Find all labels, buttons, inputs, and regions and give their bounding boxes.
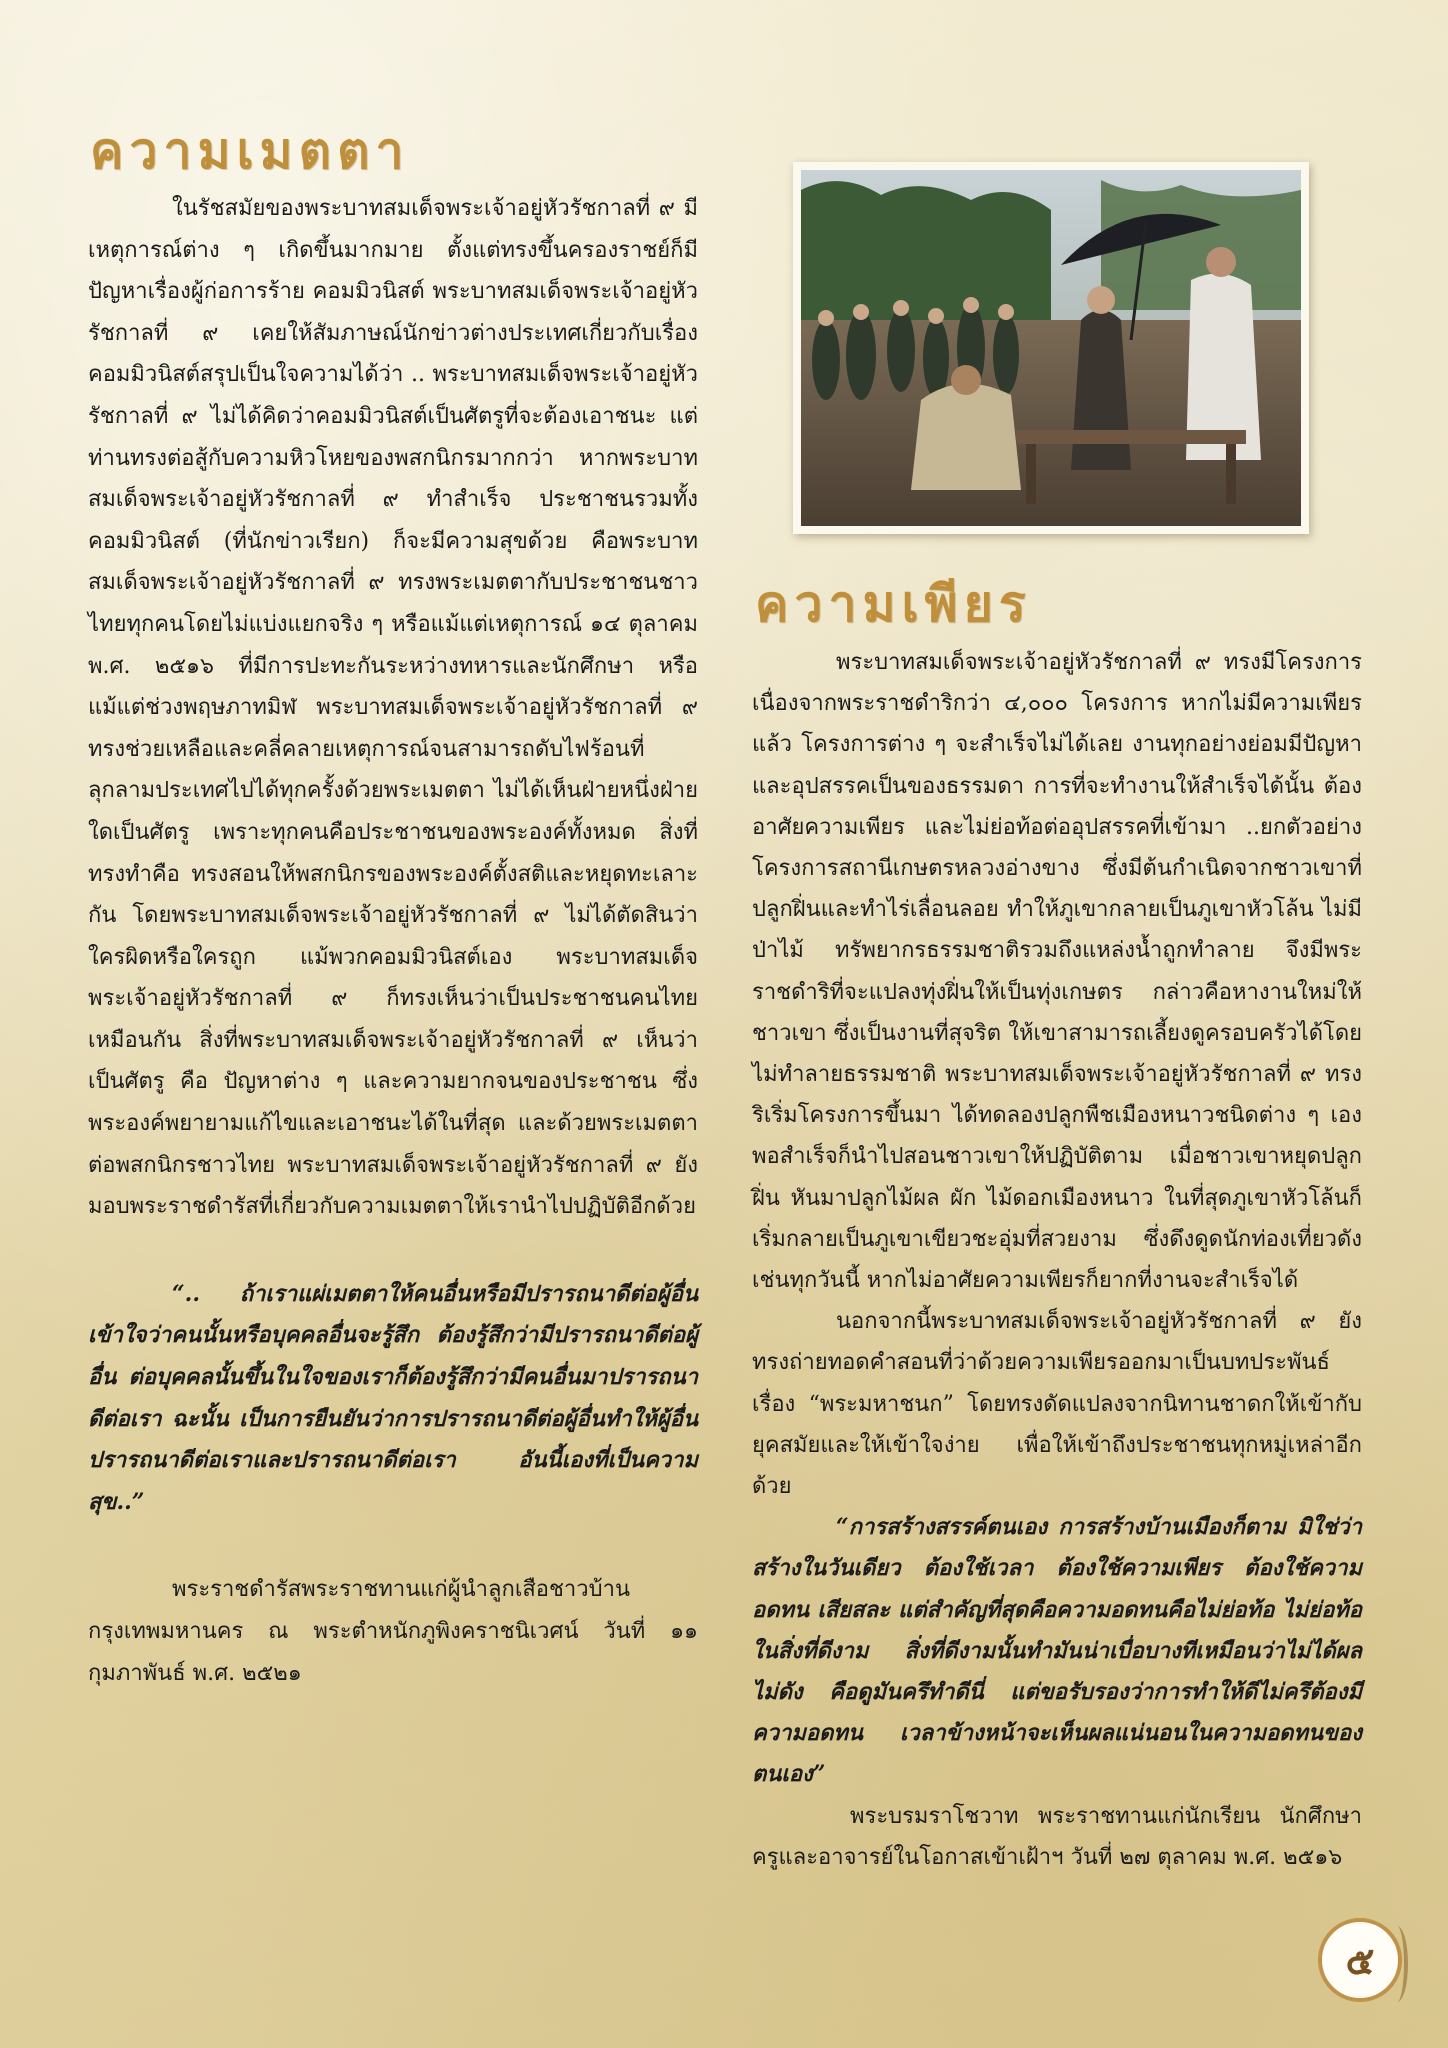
section-title-phian: ความเพียร	[755, 575, 1032, 633]
page-number-badge	[1318, 1918, 1402, 2002]
phian-royal-quote: “การสร้างสรรค์ตนเอง การสร้างบ้านเมืองก็ตาม มิใช่ว่าสร้างในวันเดียว ต้องใช้เวลา ต้องใช้ความเพียร ต้องใช้ความอดทน เสียสละ แต่สำคัญที่สุดคือความอดทนคือไม่ย่อท้อ ไม่ย่อท้อในสิ่งที่ดีงาม สิ่งที่ดีงามนั้นทำมันน่าเบื่อบางทีเหมือนว่าไม่ได้ผล ไม่ดัง คือดูมันครึทำดีนี่ แต่ขอรับรองว่าการทำให้ดีไม่ครึต้องมีความอดทน เวลาข้างหน้าจะเห็นผลแน่นอนในความอดทนของตนเอง”	[752, 1514, 1362, 1788]
metta-royal-quote: “.. ถ้าเราแผ่เมตตาให้คนอื่นหรือมีปรารถนาดีต่อผู้อื่น เข้าใจว่าคนนั้นหรือบุคคลอื่นจะรู้สึก ต้องรู้สึกว่ามีปรารถนาดีต่อผู้อื่น ต่อบุคคลนั้นขึ้นในใจของเราก็ต้องรู้สึกว่ามีคนอื่นมาปรารถนาดีต่อเรา ฉะนั้น เป็นการยืนยันว่าการปรารถนาดีต่อผู้อื่นทำให้ผู้อื่นปรารถนาดีต่อเราและปรารถนาดีต่อเรา อันนี้เองที่เป็นความสุข..”	[88, 1280, 698, 1515]
section-metta	[88, 188, 698, 1694]
phian-body-paragraph-1: พระบาทสมเด็จพระเจ้าอยู่หัวรัชกาลที่ ๙ ทรงมีโครงการเนื่องจากพระราชดำริกว่า ๔,๐๐๐ โครงการ หากไม่มีความเพียรแล้ว โครงการต่าง ๆ จะสำเร็จไม่ได้เลย งานทุกอย่างย่อมมีปัญหาและอุปสรรคเป็นของธรรมดา การที่จะทำงานให้สำเร็จได้นั้น ต้องอาศัยความเพียร และไม่ย่อท้อต่ออุปสรรคที่เข้ามา ..ยกตัวอย่างโครงการสถานีเกษตรหลวงอ่างขาง ซึ่งมีต้นกำเนิดจากชาวเขาที่ปลูกฝิ่นและทำไร่เลื่อนลอย ทำให้ภูเขากลายเป็นภูเขาหัวโล้น ไม่มีป่าไม้ ทรัพยากรธรรมชาติรวมถึงแหล่งน้ำถูกทำลาย จึงมีพระราชดำริที่จะแปลงทุ่งฝิ่นให้เป็นทุ่งเกษตร กล่าวคือหางานใหม่ให้ชาวเขา ซึ่งเป็นงานที่สุจริต ให้เขาสามารถเลี้ยงดูครอบครัวได้โดยไม่ทำลายธรรมชาติ พระบาทสมเด็จพระเจ้าอยู่หัวรัชกาลที่ ๙ ทรงริเริ่มโครงการขึ้นมา ได้ทดลองปลูกพืชเมืองหนาวชนิดต่าง ๆ เอง พอสำเร็จก็นำไปสอนชาวเขาให้ปฏิบัติตาม เมื่อชาวเขาหยุดปลูกฝิ่น หันมาปลูกไม้ผล ผัก ไม้ดอกเมืองหนาว ในที่สุดภูเขาหัวโล้นก็เริ่มกลายเป็นภูเขาเขียวชะอุ่มที่สวยงาม ซึ่งดึงดูดนักท่องเที่ยวดังเช่นทุกวันนี้ หากไม่อาศัยความเพียรก็ยากที่งานจะสำเร็จได้	[752, 650, 1362, 1294]
royal-photo	[793, 162, 1309, 534]
royal-photo-image	[801, 170, 1301, 526]
phian-quote-source: พระบรมราโชวาท พระราชทานแก่นักเรียน นักศึกษา ครูและอาจารย์ในโอกาสเข้าเฝ้าฯ วันที่ ๒๗ ตุลาคม พ.ศ. ๒๕๑๖	[752, 1803, 1362, 1870]
metta-quote-source: พระราชดำรัสพระราชทานแก่ผู้นำลูกเสือชาวบ้านกรุงเทพมหานคร ณ พระตำหนักภูพิงคราชนิเวศน์ วันที่ ๑๑ กุมภาพันธ์ พ.ศ. ๒๕๒๑	[88, 1577, 698, 1686]
section-phian	[752, 642, 1362, 1878]
page-number: ๕	[1345, 1938, 1375, 1983]
metta-body-paragraph: ในรัชสมัยของพระบาทสมเด็จพระเจ้าอยู่หัวรัชกาลที่ ๙ มีเหตุการณ์ต่าง ๆ เกิดขึ้นมากมาย ตั้งแต่ทรงขึ้นครองราชย์ก็มีปัญหาเรื่องผู้ก่อการร้าย คอมมิวนิสต์ พระบาทสมเด็จพระเจ้าอยู่หัวรัชกาลที่ ๙ เคยให้สัมภาษณ์นักข่าวต่างประเทศเกี่ยวกับเรื่องคอมมิวนิสต์สรุปเป็นใจความได้ว่า .. พระบาทสมเด็จพระเจ้าอยู่หัวรัชกาลที่ ๙ ไม่ได้คิดว่าคอมมิวนิสต์เป็นศัตรูที่จะต้องเอาชนะ แต่ท่านทรงต่อสู้กับความหิวโหยของพสกนิกรมากกว่า หากพระบาทสมเด็จพระเจ้าอยู่หัวรัชกาลที่ ๙ ทำสำเร็จ ประชาชนรวมทั้งคอมมิวนิสต์ (ที่นักข่าวเรียก) ก็จะมีความสุขด้วย คือพระบาทสมเด็จพระเจ้าอยู่หัวรัชกาลที่ ๙ ทรงพระเมตตากับประชาชนชาวไทยทุกคนโดยไม่แบ่งแยกจริง ๆ หรือแม้แต่เหตุการณ์ ๑๔ ตุลาคม พ.ศ. ๒๕๑๖ ที่มีการปะทะกันระหว่างทหารและนักศึกษา หรือแม้แต่ช่วงพฤษภาทมิฬ พระบาทสมเด็จพระเจ้าอยู่หัวรัชกาลที่ ๙ ทรงช่วยเหลือและคลี่คลายเหตุการณ์จนสามารถดับไฟร้อนที่ลุกลามประเทศไปได้ทุกครั้งด้วยพระเมตตา ไม่ได้เห็นฝ่ายหนึ่งฝ่ายใดเป็นศัตรู เพราะทุกคนคือประชาชนของพระองค์ทั้งหมด สิ่งที่ทรงทำคือ ทรงสอนให้พสกนิกรของพระองค์ตั้งสติและหยุดทะเลาะกัน โดยพระบาทสมเด็จพระเจ้าอยู่หัวรัชกาลที่ ๙ ไม่ได้ตัดสินว่าใครผิดหรือใครถูก แม้พวกคอมมิวนิสต์เอง พระบาทสมเด็จพระเจ้าอยู่หัวรัชกาลที่ ๙ ก็ทรงเห็นว่าเป็นประชาชนคนไทยเหมือนกัน สิ่งที่พระบาทสมเด็จพระเจ้าอยู่หัวรัชกาลที่ ๙ เห็นว่าเป็นศัตรู คือ ปัญหาต่าง ๆ และความยากจนของประชาชน ซึ่งพระองค์พยายามแก้ไขและเอาชนะได้ในที่สุด และด้วยพระเมตตาต่อพสกนิกรชาวไทย พระบาทสมเด็จพระเจ้าอยู่หัวรัชกาลที่ ๙ ยังมอบพระราชดำรัสที่เกี่ยวกับความเมตตาให้เรานำไปปฏิบัติอีกด้วย	[88, 196, 698, 1220]
section-title-metta: ความเมตตา	[90, 122, 410, 180]
phian-body-paragraph-2: นอกจากนี้พระบาทสมเด็จพระเจ้าอยู่หัวรัชกาลที่ ๙ ยังทรงถ่ายทอดคำสอนที่ว่าด้วยความเพียรออกมาเป็นบทประพันธ์เรื่อง “พระมหาชนก” โดยทรงดัดแปลงจากนิทานชาดกให้เข้ากับยุคสมัยและให้เข้าใจง่าย เพื่อให้เข้าถึงประชาชนทุกหมู่เหล่าอีกด้วย	[752, 1309, 1362, 1500]
